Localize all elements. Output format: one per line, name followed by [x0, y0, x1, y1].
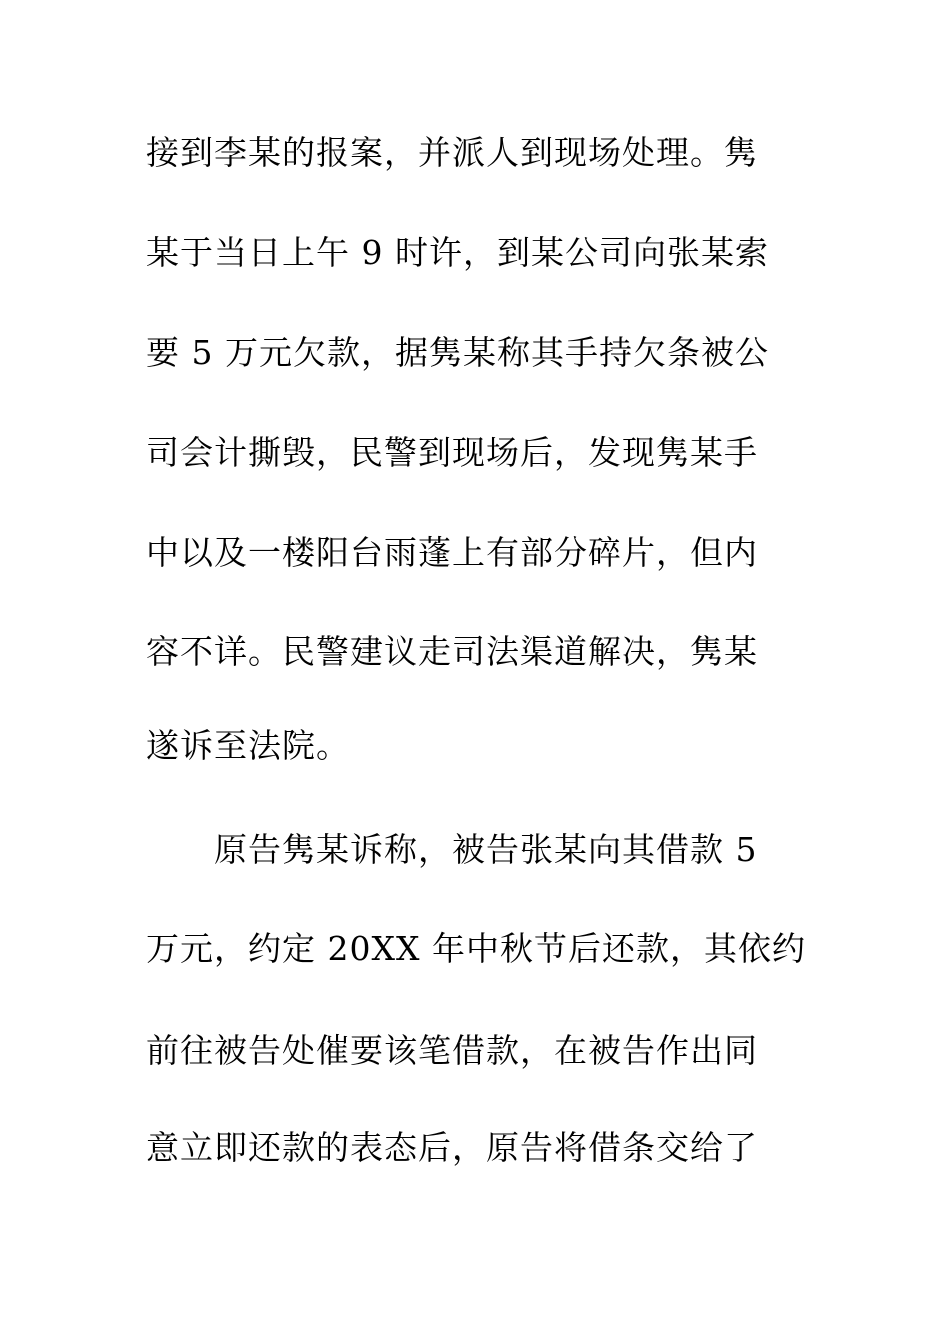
- text-line: 接到李某的报案，并派人到现场处理。隽: [146, 133, 758, 172]
- text-line: 万元，约定 20XX 年中秋节后还款，其依约: [146, 929, 806, 968]
- text-line-indented: 原告隽某诉称，被告张某向其借款 5: [214, 830, 758, 869]
- text-line: 要 5 万元欠款，据隽某称其手持欠条被公: [146, 333, 769, 372]
- text-line: 某于当日上午 9 时许，到某公司向张某索: [146, 233, 769, 272]
- text-line: 意立即还款的表态后，原告将借条交给了: [146, 1128, 758, 1167]
- text-line: 前往被告处催要该笔借款，在被告作出同: [146, 1031, 758, 1070]
- text-line: 司会计撕毁，民警到现场后，发现隽某手: [146, 433, 758, 472]
- text-line: 中以及一楼阳台雨蓬上有部分碎片，但内: [146, 533, 758, 572]
- text-line: 容不详。民警建议走司法渠道解决，隽某: [146, 632, 758, 671]
- text-line: 遂诉至法院。: [146, 726, 350, 765]
